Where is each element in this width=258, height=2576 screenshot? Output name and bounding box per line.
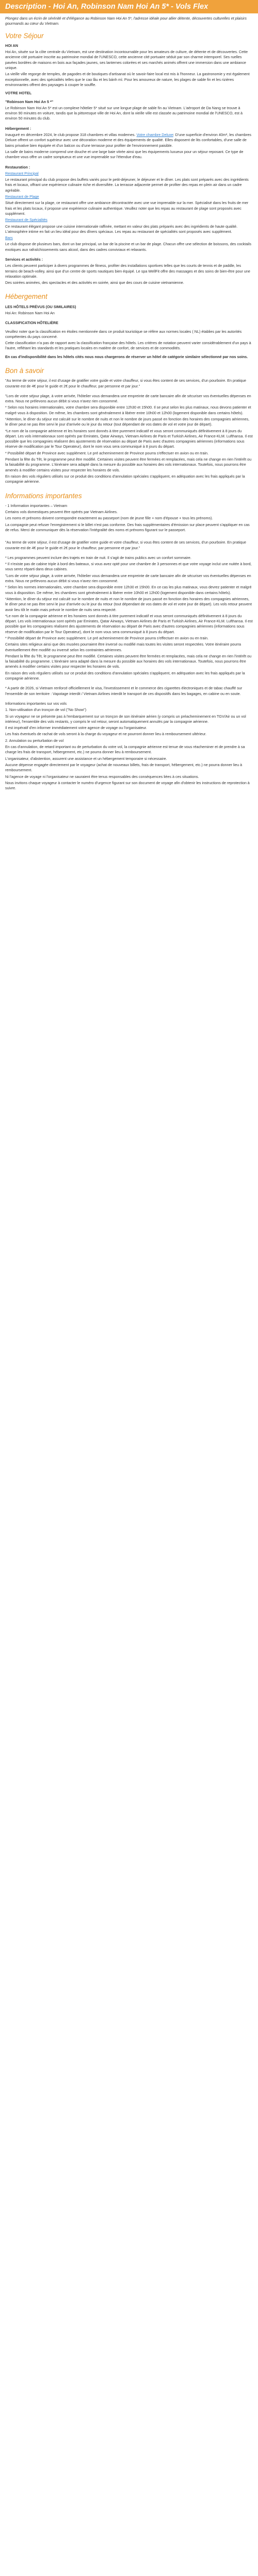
infos-p7: * Il n'existe pas de cabine triple à bord des bateaux, si vous avez opté pour une chambre de 3 personnes et que votre voyage inclut une nuitée à bord, vous serez réparti dans deux cabines. — [5, 562, 252, 572]
hebergement-text-2: : D'une superficie d'environ 40m², les chambres Deluxe offrent un confort supérieur avec une décoration moderne et des équipements de qualité. Elles disposent de lits confortables, d'une salle de bains privative bien équipée et d'un balcon ou d'une terrasse pour profiter de l'environnement paisible. — [5, 132, 251, 148]
infos-p25: Aucune dépense engagée directement par le voyageur (achat de nouveaux billets, frais de transport, hébergement, etc.) ne pourra donner lieu à remboursement. — [5, 762, 243, 773]
infos-p14: Pendant la fête du Têt, le programme peut être modifié. Certaines visites peuvent être fermées et remplacées, mais cela ne change en rien l'intérêt ou la faisabilité du programme. L'itinéraire sera adapté dans la mesure du possible aux horaires des vols internationaux. Toutefois, nous pourrons être amenés à modifier certains visites pour respecter les horaires de vols. — [5, 653, 252, 669]
infos-heading: Informations importantes — [5, 492, 82, 500]
infos-p15: En raison des vols réguliers utilisés sur ce produit des conditions d'annulation spéciales s'appliquent, en adéquation avec les frais appliqués par la compagnie aérienne. — [5, 670, 245, 681]
restaurant-plage-text: Situé directement sur la plage, ce restaurant offre une ambiance décontractée avec une vue imprenable sur la mer. Spécialisé dans les fruits de mer frais et les plats locaux, il propose une expérience culinaire authentique. Veuillez noter que les repas au restaurant de plage sont proposés avec supplément. — [5, 200, 249, 216]
hotel-title: VOTRE HOTEL — [5, 91, 32, 96]
infos-p10: *Attention, le dîner du séjour est calculé sur le nombre de nuits et non le nombre de jours passé en fonction des horaires des compagnies aériennes, le dîner peut ne pas être servi le jour d'arrivée ou le jour du retour (tout dépendant de vos dates de vol et votre jour de départ). Les vols retour peuvent avoir lieu tôt le matin mais prévoir le nombre de nuits sera respecté. — [5, 596, 252, 612]
content-area — [0, 13, 258, 791]
infos-p21: Les frais éventuels de rachat de vols seront à la charge du voyageur et ne pourront donner lieu à remboursement ultérieur. — [5, 732, 206, 737]
bon-a-savoir-p7: Pendant la fête du Têt, le programme peut être modifié. Certaines visites peuvent être fermées et remplacées, mais cela ne change en rien l'intérêt ou la faisabilité du programme. L'itinéraire sera adapté dans la mesure du possible aux horaires des vols internationaux. Toutefois, nous pourrons être amenés à modifier certains visites pour respecter les horaires de vols. — [5, 457, 252, 472]
infos-p5: "Au terme de votre séjour, il est d'usage de gratifier votre guide et votre chauffeur, si vous êtes content de ses services, d'un pourboire. En pratique courante est de 4€ pour le guide et 2€ pour le chauffeur, par personne et par jour." — [5, 540, 247, 550]
restauration-title: Restauration : — [5, 164, 30, 170]
deluxe-room-link[interactable]: Votre chambre Deluxe — [136, 132, 173, 138]
sejour-heading: Votre Séjour — [5, 31, 44, 40]
restaurant-principal-text: Le restaurant principal du club propose des buffets variés pour le petit-déjeuner, le déjeuner et le dîner. Les plats sont préparés avec des ingrédients frais et locaux, offrant une expérience culinaire riche et diversifiée. La terrasse adjacente permet de profiter des repas en plein air dans un cadre agréable. — [5, 177, 249, 193]
bars-text: Le club dispose de plusieurs bars, dont un bar principal, un bar de la piscine et un bar de plage. Chacun offre une sélection de boissons, des cocktails exotiques aux rafraîchissements sans alcool, dans des cadres conviviaux et relaxants. — [5, 242, 251, 252]
bon-a-savoir-p3: * Selon nos horaires internationales, votre chambre sera disponible entre 12h30 et 15h00. Il se peut selon les plus matinaux, nous devons patienter et malgré vous à disposition. De même, les chambres sont généralement à libérer entre 10h00 et 12h00 (logement disponible dans certains hôtels). — [5, 405, 251, 415]
infos-p8: "Lors de votre séjour plage, à votre arrivée, l'hôtelier vous demandera une empreinte de carte bancaire afin de sécuriser vos éventuelles dépenses en extra. Nous ne prélevons aucun débit si vous n'avez rien consommé. — [5, 573, 251, 584]
infos-p3: Les noms et prénoms doivent correspondre exactement au passeport (nom de jeune fille + nom d'épouse + tous les prénoms). — [5, 516, 213, 521]
bon-a-savoir-p4: *Attention, le dîner du séjour est calculé sur le nombre de nuits et non le nombre de jours passé en fonction des horaires des compagnies aériennes, le dîner peut ne pas être servi le jour d'arrivée ou le jour du retour (tout dépendant de vos dates de vol et votre jour de départ). — [5, 417, 250, 427]
services-text-2: Des soirées animées, des spectacles et des activités en soirée, ainsi que des cours de cuisine vietnamienne. — [5, 280, 184, 285]
infos-p16: * A partir de 2026, si Vietnam renforcé officiellement le visa, l'investissement et le commerce des cigarettes électroniques et de tabac chauffé sur l'ensemble de son territoire : Vapotage interdit / Vietnam Airlines interdit le transport de ces dispositifs dans les bagages, en cabine ou en soute. — [5, 686, 243, 696]
hotel-prevus-name: Hoi An: Robinson Nam Hoi An — [5, 310, 55, 315]
hebergement-text — [5, 132, 253, 148]
infos-p26: Ni l'agence de voyage ni l'organisateur ne sauraient être tenus responsables des conséquences liées à ces situations. — [5, 774, 199, 779]
infos-p11: *Le nom de la compagnie aérienne et les horaires sont donnés à titre purement indicatif et vous seront communiqués définitivement à 8 jours du départ. Les vols internationaux sont opérés par Emirates, Qatar Airways, Vietnam Airlines de Paris et Turkish Airlines, Air France-KLM. Lufthansa. Il est possible que les compagnies réalisent des ajustements de réservation au départ de Paris avec d'autres compagnies aériennes (informations sous réserve de modification par le Tour Operateur), dont le nom vous sera communiqué à 8 jours du départ. — [5, 613, 253, 634]
infos-p9: * Selon les normes internationales, votre chambre sera disponible entre 12h30 et 15h00. En ce cas les plus matinaux, vous devrez patienter et malgré vous à disposition. De même, les chambres sont généralement à libérer entre 10h00 et 12h00 (logement disponible dans certains hôtels). — [5, 585, 252, 595]
restaurant-specialites-text: Ce restaurant élégant propose une cuisine internationale raffinée, mettant en valeur des plats préparés avec des ingrédients de haute qualité. L'atmosphère intime en fait un lieu idéal pour des dîners spéciaux. Les repas au restaurant de spécialités sont proposés avec supplément. — [5, 224, 238, 234]
bars-label[interactable]: Bars — [5, 235, 13, 241]
bon-a-savoir-p8: En raison des vols réguliers utilisés sur ce produit des conditions d'annulation spéciales s'appliquent, en adéquation avec les frais appliqués par la compagnie aérienne. — [5, 473, 245, 484]
hoi-an-text-2: La vieille ville regorge de temples, de pagodes et de boutiques d'artisanat où le savoir-faire local est mis à l'honneur. La gastronomie y est également exceptionnelle, avec des spécialités telles que le cao lầu et les bánh mì. Pour les amoureux de nature, les plages de sable fin et les rizières environnantes offrent des paysages à couper le souffle. — [5, 72, 250, 87]
hotels-prevus-title: LES HÔTELS PRÉVUS (OU SIMILAIRES) — [5, 304, 76, 309]
services-title: Services et activités : — [5, 257, 43, 262]
page-title-banner — [0, 0, 258, 13]
classification-notice: En cas d'indisponibilité dans les hôtels cités nous nous chargerons de réserver un hôtel de catégorie similaire sélectionné par nos soins. — [5, 354, 248, 359]
bon-a-savoir-p6: * Possibilité départ de Province avec supplément. Le pré acheminement de Province pourra s'effectuer en avion ou en train. — [5, 450, 208, 455]
infos-p17: Informations importantes sur vos vols — [5, 701, 67, 706]
infos-p1: - 1 Information importantes – Vietnam — [5, 503, 68, 508]
bon-a-savoir-heading: Bon à savoir — [5, 367, 44, 375]
infos-p23: En cas d'annulation, de retard important ou de perturbation du votre vol, la compagnie aérienne est tenue de vous réacheminer et de prendre à sa charge les frais de transport, hébergement, etc.) ne pourra donner lieu à remboursement. — [5, 744, 245, 755]
services-text: Les clients peuvent participer à divers programmes de fitness, profiter des installations sportives telles que les courts de tennis et de paddle, les terrains de beach-volley, ainsi que d'un centre de sports nautiques bien équipé. Le spa WellFit offre des massages et des soins de bien-être pour une relaxation optimale. — [5, 263, 250, 279]
restaurant-specialites-label[interactable]: Restaurant de Spécialités — [5, 217, 47, 223]
intro-text: Plongez dans un écrin de sérénité et d'élégance au Robinson Nam Hoi An 5*, l'adresse idéale pour allier détente, découvertes culturelles et plaisirs gourmands au cœur du Vietnam. — [5, 16, 247, 26]
hoi-an-text: Hoi An, située sur la côte centrale du Vietnam, est une destination incontournable pour les amateurs de culture, de détente et de découvertes. Cette ancienne cité portuaire inscrite au patrimoine mondial de l'UNESCO, cette ancienne cité portuaire séduit par son charme intemporel. Ses ruelles pavées bordées de maisons en bois aux façades jaunes, ses lanternes colorées et ses marchés animés offrent une immersion dans une ambiance unique. — [5, 49, 248, 71]
hebergement-text-1: Inauguré en décembre 2024, le club propose 318 chambres et villas modernes. — [5, 132, 136, 138]
page-title: Description - Hoi An, Robinson Nam Hoi An 5* - Vols Flex — [5, 3, 208, 11]
hoi-an-title: HOI AN — [5, 43, 18, 48]
infos-p19: Si un voyageur ne se présente pas à l'embarquement sur un tronçon de son itinéraire aérien (y compris un préacheminement en TGV/Air ou un vol intérieur), l'ensemble des vols restants, y compris le vol retour, seront automatiquement annulés par la compagnie aérienne. — [5, 714, 246, 724]
hebergement-text-3: La salle de bains moderne comprend une douche et une large baie vitrée ainsi que les équipements luxueux pour un séjour reposant. Ce type de chambre vous offre un cadre somptueux et une vue imprenable sur l'étendue d'eau. — [5, 149, 244, 160]
infos-p18: 1. Non-utilisation d'un tronçon de vol ("No Show") — [5, 707, 87, 713]
restaurant-plage-label[interactable]: Restaurant de Plage — [5, 194, 39, 199]
infos-p20: Il est impératif d'en informer immédiatement votre agence de voyage ou l'organisateur. — [5, 725, 147, 731]
infos-p27: Nous invitons chaque voyageur à contacter le numéro d'urgence figurant sur son document de voyage afin d'obtenir les instructions de reprotection à suivre. — [5, 780, 250, 791]
classification-text-2: Cette classification n'a pas de rapport avec la classification française des hôtels. Les critères de notation peuvent varier considérablement d'un pays à l'autre, reflétant les standards et les pratiques locales en matière de confort, de services et de commodités. — [5, 341, 251, 351]
infos-p22: 2. Annulation ou perturbation de vol — [5, 738, 64, 743]
description-page — [0, 0, 258, 795]
hebergement-heading: Hébergement — [5, 293, 47, 301]
bon-a-savoir-p2: "Lors de votre séjour plage, à votre arrivée, l'hôtelier vous demandera une empreinte de carte bancaire afin de sécuriser vos éventuelles dépenses en extra. Nous ne prélevons aucun débit si vous n'avez rien consommé. — [5, 393, 251, 404]
infos-p6: * Les programmes peuvent inclure des trajets en train de nuit. Il s'agit de trains publics avec un confort sommaire. — [5, 555, 191, 560]
infos-p12: * Possibilité départ de Province avec supplément. Le pré acheminement de Province pourra s'effectuer en avion ou en train. — [5, 635, 208, 640]
bon-a-savoir-p1: "Au terme de votre séjour, il est d'usage de gratifier votre guide et votre chauffeur, si vous êtes content de ses services, d'un pourboire. En pratique courante est de 4€ pour le guide et 2€ pour le chauffeur, par personne et par jour." — [5, 378, 247, 388]
infos-p13: Certains sites religieux ainsi que des musées pourraient être inversé ou modifié mais toutes les visites seront respectées. Votre itinéraire pourra éventuellement être modifié ou inversé selon les contraintes aériennes. — [5, 642, 241, 652]
classification-text-1: Veuillez noter que la classification en étoiles mentionnée dans ce produit touristique se réfère aux normes locales ( NL) établies par les autorités compétentes du pays concerné. — [5, 329, 242, 339]
hotel-name: "Robinson Nam Hoi An 5 *" — [5, 99, 54, 104]
bon-a-savoir-p5: *Le nom de la compagnie aérienne et les horaires sont donnés à titre purement indicatif et vous seront communiqués définitivement à 8 jours du départ. Les vols internationaux sont opérés par Emirates, Qatar Airways, Vietnam Airlines de Paris et Turkish Airlines, Air France-KLM. Lufthansa. Il est possible que les compagnies réalisent des ajustements de réservation au départ de Paris avec d'autres compagnies aériennes (informations sous réserve de modification par le Tour Operateur), dont le nom vous sera communiqué à 8 jours du départ. — [5, 428, 253, 449]
infos-p24: L'organisateur, d'abstention, assurent une assistance et un hébergement temporaire si nécessaire. — [5, 756, 167, 761]
infos-p4: La compagnie peut refuser l'enregistrement si le billet n'est pas conforme. Des frais supplémentaires d'émission sur place peuvent s'appliquer en cas de refus. Merci de communiquer dès la réservation l'intégralité des noms et prénoms figurant sur le passeport. — [5, 522, 250, 532]
classification-title: CLASSIFICATION HÔTELIÈRE — [5, 320, 58, 326]
hebergement-title: Hébergement : — [5, 126, 31, 131]
restaurant-principal-label[interactable]: Restaurant Principal — [5, 171, 39, 176]
infos-p2: Certains vols domestiques peuvent être opérés par Vietnam Airlines. — [5, 510, 118, 515]
hotel-text: Le Robinson Nam Hoi An 5* est un complexe hôtelier 5* situé sur une longue plage de sable fin au Vietnam. L'aéroport de Da Nang se trouve à environ 90 minutes en voiture, tandis que la pittoresque ville de Hoi An, dont la vieille ville est classée au patrimoine mondial de l'UNESCO, est à environ 50 minutes du club. — [5, 105, 243, 121]
